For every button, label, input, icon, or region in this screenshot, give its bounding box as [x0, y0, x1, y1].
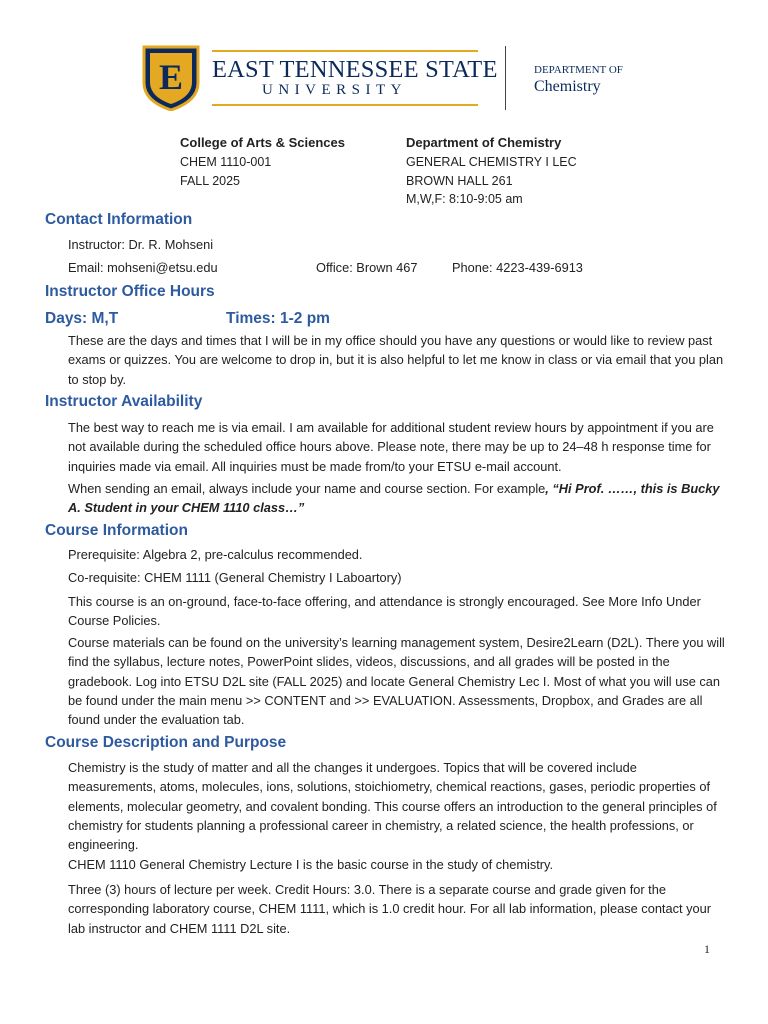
logo-bottom-rule — [212, 104, 478, 106]
shield-letter: E — [158, 57, 184, 97]
description-paragraph-2: CHEM 1110 General Chemistry Lecture I is the basic course in the study of chemistry. — [68, 857, 554, 872]
logo-top-rule — [212, 50, 478, 52]
availability-heading: Instructor Availability — [45, 393, 203, 410]
department-label: DEPARTMENT OF — [534, 64, 623, 76]
course-name: GENERAL CHEMISTRY I LEC — [406, 155, 577, 169]
course-schedule: M,W,F: 8:10-9:05 am — [406, 192, 523, 206]
university-subtitle: UNIVERSITY — [262, 82, 407, 98]
page-number: 1 — [704, 942, 710, 956]
prerequisite: Prerequisite: Algebra 2, pre-calculus recommended. — [68, 547, 363, 562]
contact-heading: Contact Information — [45, 211, 193, 228]
instructor-email: Email: mohseni@etsu.edu — [68, 260, 218, 275]
email-example-prefix: When sending an email, always include your name and course section. For example — [68, 481, 546, 496]
office-hours-text: These are the days and times that I will be in my office should you have any questions or would like to review past exams or quizzes. You are welcome to drop in, but it is also helpful to let me know in class or via email that you plan to stop by. — [68, 333, 724, 387]
description-paragraph-3: Three (3) hours of lecture per week. Credit Hours: 3.0. There is a separate course and grade given for the corresponding laboratory course, CHEM 1111, which is 1.0 credit hour. For all lab information, please contact your lab instructor and CHEM 1111 D2L site. — [68, 882, 712, 936]
course-materials: Course materials can be found on the university’s learning management system, Desire2Learn (D2L). There you will find the syllabus, lecture notes, PowerPoint slides, videos, discussions, and all grades will be posted in the gradebook. Log into ETSU D2L site (FALL 2025) and locate General Chemistry Lec I. Most of what you will use can be found under the main menu >> CONTENT and >> EVALUATION. Assessments, Dropbox, and Grades are all found under the evaluation tab. — [68, 635, 725, 728]
header-divider — [505, 46, 506, 110]
course-term: FALL 2025 — [180, 174, 241, 188]
etsu-shield-logo — [142, 45, 200, 111]
course-format: This course is an on-ground, face-to-face offering, and attendance is strongly encouraged. See More Info Under Course Policies. — [68, 594, 701, 629]
email-example — [68, 479, 728, 518]
course-location: BROWN HALL 261 — [406, 174, 513, 188]
instructor-name: Instructor: Dr. R. Mohseni — [68, 237, 214, 252]
email-example-quote: , “Hi Prof. ……, this is Bucky A. Student in your CHEM 1110 class…” — [68, 481, 720, 516]
corequisite: Co-requisite: CHEM 1111 (General Chemistry I Laboartory) — [68, 570, 402, 585]
university-name: EAST TENNESSEE STATE — [212, 56, 498, 83]
course-code: CHEM 1110-001 — [180, 155, 272, 169]
department-title: Department of Chemistry — [406, 135, 562, 150]
office-hours-times: Times: 1-2 pm — [226, 310, 330, 327]
availability-text: The best way to reach me is via email. I am available for additional student review hours by appointment if you are not available during the scheduled office hours above. Please note, there may be up to 24–48 h response time for inquiries made via email. All inquiries must be made from/to your ETSU e-mail account. — [68, 420, 714, 474]
description-heading: Course Description and Purpose — [45, 734, 287, 751]
instructor-phone: Phone: 4223-439-6913 — [452, 260, 583, 275]
instructor-office: Office: Brown 467 — [316, 260, 418, 275]
college-title: College of Arts & Sciences — [180, 135, 345, 150]
department-name: Chemistry — [534, 78, 601, 95]
office-hours-heading: Instructor Office Hours — [45, 283, 215, 300]
course-info-heading: Course Information — [45, 522, 188, 539]
office-hours-days: Days: M,T — [45, 310, 119, 327]
description-paragraph-1: Chemistry is the study of matter and all the changes it undergoes. Topics that will be covered include measurements, atoms, molecules, ions, solutions, stoichiometry, chemical reactions, gases, periodic properties of elements, molecular geometry, and covalent bonding. This course offers an introduction to the general principles of chemistry for students planning a professional career in chemistry, a related science, the health professions, or engineering. — [68, 760, 717, 853]
